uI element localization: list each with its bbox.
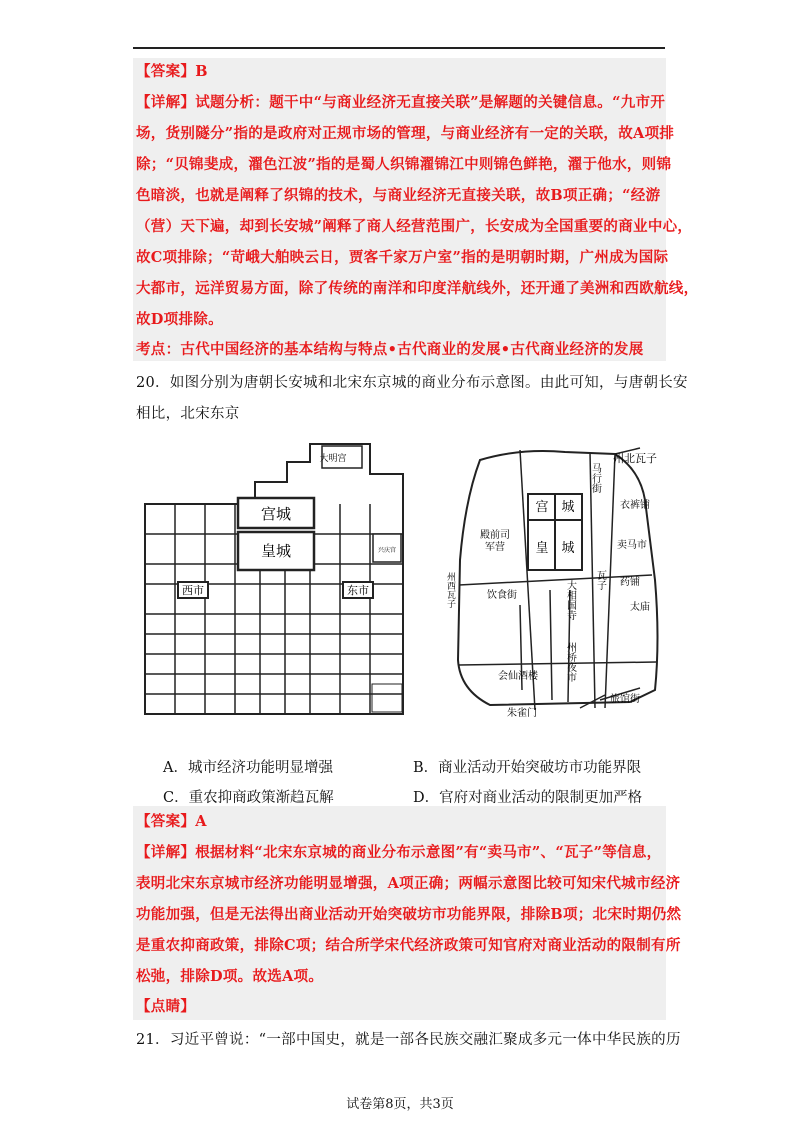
- q19-detail-line-4: 色暗淡，也就是阐释了织锦的技术，与商业经济无直接关联，故B项正确；“经游: [136, 187, 661, 204]
- q19-kaodian: 考点：古代中国经济的基本结构与特点•古代商业的发展•古代商业经济的发展: [136, 341, 644, 358]
- q20-detail-line-5: 松弛，排除D项。故选A项。: [136, 968, 324, 985]
- label-yinshijie: 饮食街: [487, 590, 517, 601]
- q20-option-b[interactable]: B．商业活动开始突破坊市功能界限: [413, 760, 642, 776]
- q19-detail-line-3: 除；“贝锦斐成，濯色江波”指的是蜀人织锦濯锦江中则锦色鲜艳，濯于他水，则锦: [136, 156, 672, 173]
- label-huangcheng: 皇城: [260, 542, 292, 560]
- label-gong: 宫: [535, 500, 549, 515]
- label-yixiupu: 衣裤铺: [620, 500, 650, 511]
- label-zhouqiao-yeshi: 州桥夜市: [564, 642, 576, 682]
- label-yaopu: 药铺: [620, 577, 640, 588]
- q20-option-a[interactable]: A．城市经济功能明显增强: [163, 760, 333, 776]
- label-xishi: 西市: [182, 584, 204, 597]
- q20-detail-line-4: 是重农抑商政策，排除C项；结合所学宋代经济政策可知官府对商业活动的限制有所: [136, 937, 681, 954]
- q19-detail-line-1: 【详解】试题分析：题干中“与商业经济无直接关联”是解题的关键信息。“九市开: [136, 94, 666, 111]
- label-zhuquemen: 朱雀门: [507, 708, 537, 719]
- label-mahangjie: 马行街: [589, 463, 601, 493]
- q20-detail-line-3: 功能加强，但是无法得出商业活动开始突破坊市功能界限，排除B项；北宋时期仍然: [136, 906, 682, 923]
- map-dongjing: [440, 440, 690, 720]
- map-changan: [140, 434, 420, 724]
- label-cheng: 城: [561, 500, 575, 515]
- label-dongshi: 东市: [347, 584, 369, 597]
- header-rule: [133, 47, 665, 49]
- q19-detail-line-7: 大都市，远洋贸易方面，除了传统的南洋和印度洋航线外，还开通了美洲和西欧航线，: [136, 280, 699, 297]
- q19-detail-line-6: 故C项排除；“苛峨大舶映云日，贾客千家万户室”指的是明朝时期，广州成为国际: [136, 249, 669, 266]
- label-lvguanjie: 旅馆街: [610, 694, 640, 705]
- label-taimiao: 太庙: [630, 602, 650, 613]
- label-wazi: 瓦子: [594, 570, 606, 590]
- label-zhouxi-wazi: 州西瓦子: [445, 572, 455, 608]
- q19-detail-line-8: 故D项排除。: [136, 311, 223, 328]
- label-zhoubei-wazi: 州北瓦子: [613, 452, 657, 465]
- q20-detail-line-2: 表明北宋东京城市经济功能明显增强，A项正确；两幅示意图比较可知宋代城市经济: [136, 875, 681, 892]
- label-huixianjiulou: 会仙酒楼: [498, 671, 538, 682]
- q20-stem-line-2: 相比，北宋东京: [136, 406, 240, 422]
- q19-detail-line-5: （营）天下遍，却到长安城”阐释了商人经营范围广，长安成为全国重要的商业中心，: [136, 218, 693, 235]
- label-dianqiansi: 殿前司: [480, 530, 510, 541]
- label-daminggong: 大明宫: [319, 454, 347, 464]
- label-gongcheng: 宫城: [260, 505, 292, 523]
- label-huang: 皇: [535, 541, 549, 556]
- q19-answer-label: 【答案】B: [136, 63, 208, 80]
- q20-dianjing: 【点睛】: [136, 998, 196, 1015]
- q20-stem-line-1: 20．如图分别为唐朝长安城和北宋东京城的商业分布示意图。由此可知，与唐朝长安: [136, 375, 688, 391]
- label-junying: 军营: [485, 542, 505, 553]
- q20-answer-label: 【答案】A: [136, 813, 207, 830]
- q20-detail-line-1: 【详解】根据材料“北宋东京城的商业分布示意图”有“卖马市”、“瓦子”等信息，: [136, 844, 662, 861]
- page-footer: 试卷第8页，共3页: [346, 1097, 454, 1112]
- q20-option-c[interactable]: C．重农抑商政策渐趋瓦解: [163, 790, 334, 806]
- label-cheng2: 城: [561, 541, 575, 556]
- q20-option-d[interactable]: D．官府对商业活动的限制更加严格: [413, 790, 643, 806]
- label-xingqinggong: 兴庆宫: [377, 547, 397, 554]
- label-daxiangguosi: 大相国寺: [564, 580, 576, 620]
- label-maimashi: 卖马市: [617, 540, 647, 551]
- q19-detail-line-2: 场，货别隧分”指的是政府对正规市场的管理，与商业经济有一定的关联，故A项排: [136, 125, 675, 142]
- q21-stem: 21．习近平曾说：“一部中国史，就是一部各民族交融汇聚成多元一体中华民族的历: [136, 1032, 681, 1048]
